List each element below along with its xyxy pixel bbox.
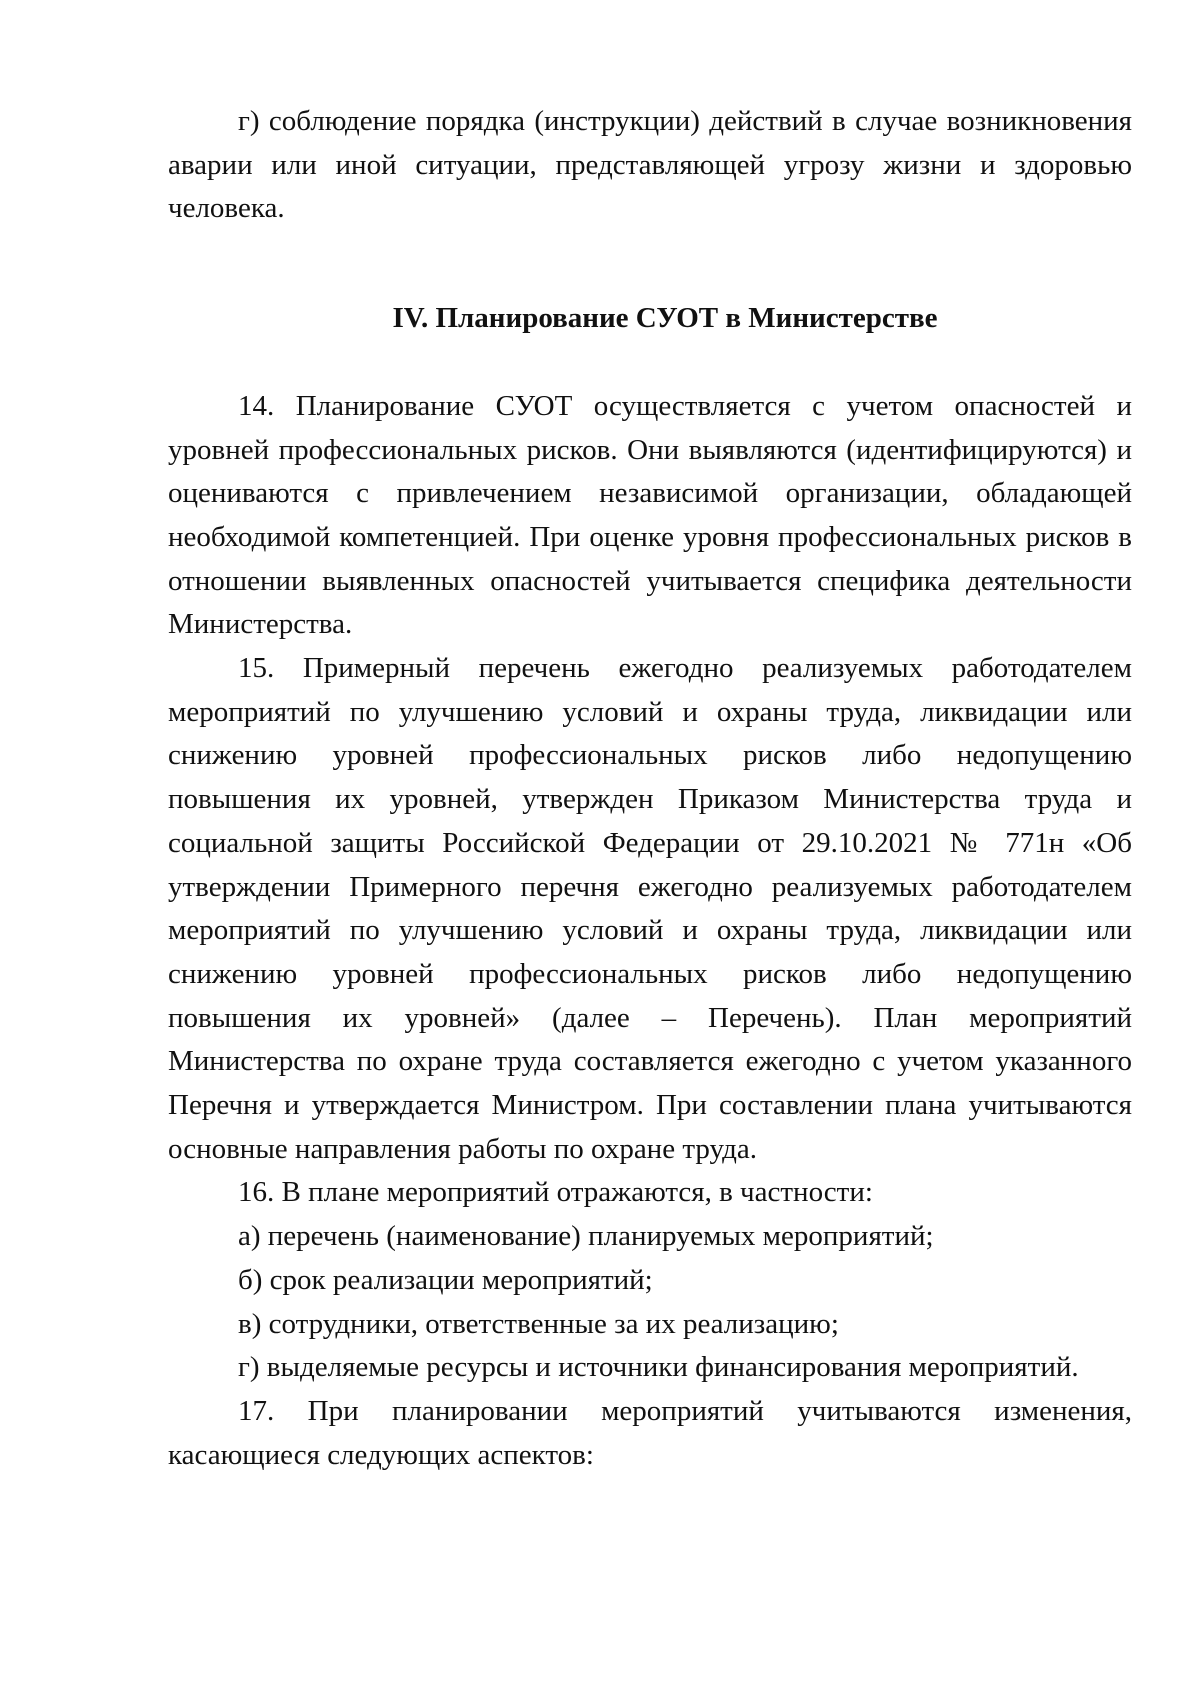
list-item-b: б) срок реализации мероприятий;: [238, 1263, 653, 1296]
section-heading: IV. Планирование СУОТ в Министерстве: [392, 302, 938, 335]
paragraph-15: 15. Примерный перечень ежегодно реализуемых работодателем мероприятий по улучшению условий и охраны труда, ликвидации или снижению уровней профессиональных рисков либо недопущению повышения их уровней, утвержден Приказом Министерства труда и социальной защиты Российской Федерации от 29.10.2021 № 771н «Об утверждении Примерного перечня ежегодно реализуемых работодателем мероприятий по улучшению условий и охраны труда, ликвидации или снижению уровней профессиональных рисков либо недопущению повышения их уровней» (далее – Перечень). План мероприятий Министерства по охране труда составляется ежегодно с учетом указанного Перечня и утверждается Министром. При составлении плана учитываются основные направления работы по охране труда.: [168, 652, 1132, 1165]
list-item-v: в) сотрудники, ответственные за их реализацию;: [238, 1307, 839, 1340]
paragraph-16: 16. В плане мероприятий отражаются, в частности:: [238, 1176, 873, 1209]
paragraph-14: 14. Планирование СУОТ осуществляется с учетом опасностей и уровней профессиональных рисков. Они выявляются (идентифицируются) и оцениваются с привлечением независимой организации, обладающей необходимой компетенцией. При оценке уровня профессиональных рисков в отношении выявленных опасностей учитывается специфика деятельности Министерства.: [168, 389, 1132, 641]
list-item-a: а) перечень (наименование) планируемых мероприятий;: [238, 1220, 934, 1253]
list-item-g: г) выделяемые ресурсы и источники финансирования мероприятий.: [238, 1351, 1079, 1384]
document-page: [168, 100, 1132, 1477]
intro-item-g: г) соблюдение порядка (инструкции) действий в случае возникновения аварии или иной ситуации, представляющей угрозу жизни и здоровью человека.: [168, 105, 1132, 225]
paragraph-17: 17. При планировании мероприятий учитываются изменения, касающиеся следующих аспектов:: [168, 1394, 1132, 1471]
